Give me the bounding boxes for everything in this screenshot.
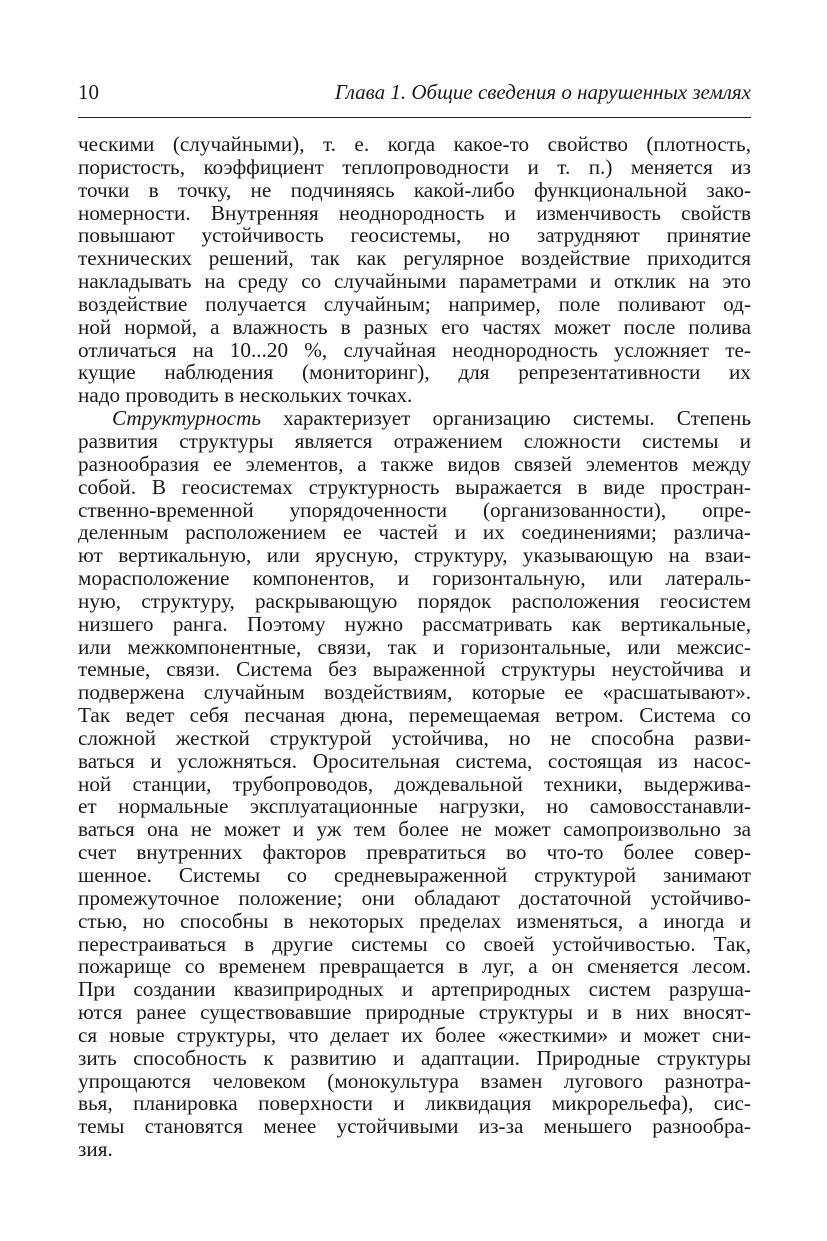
paragraph-line: воздействие получается случайным; например, поле поливают од-	[78, 291, 751, 316]
paragraph-line: деленным расположением ее частей и их соединениями; различа-	[78, 520, 751, 545]
paragraph-line: ваться она не может и уж тем более не может самопроизвольно за	[78, 817, 751, 842]
paragraph-line: ческими (случайными), т. е. когда какое-то свойство (плотность,	[78, 132, 751, 156]
paragraph-line: При создании квазиприродных и артеприродных систем разруша-	[78, 977, 751, 1002]
paragraph-line: ваться и усложняться. Оросительная система, состоящая из насос-	[78, 748, 751, 773]
paragraph-line: развития структуры является отражением сложности системы и	[78, 428, 751, 453]
paragraph-line: ют вертикальную, или ярусную, структуру, указывающую на взаи-	[78, 543, 751, 568]
paragraph-line: повышают устойчивость геосистемы, но затрудняют принятие	[78, 223, 751, 248]
body-text	[78, 133, 751, 1161]
paragraph-line: ся новые структуры, что делает их более «жесткими» и может сни-	[78, 1022, 751, 1047]
running-header	[78, 80, 751, 110]
paragraph-line: шенное. Системы со средневыраженной структурой занимают	[78, 863, 751, 887]
paragraph-line: или межкомпонентные, связи, так и горизонтальные, или межсис-	[78, 634, 751, 659]
paragraph-line: счет внутренних факторов превратиться во что-то более совер-	[78, 840, 751, 865]
paragraph-line: пожарище со временем превращается в луг, а он сменяется лесом.	[78, 954, 751, 979]
paragraph-line: темные, связи. Система без выраженной структуры неустойчива и	[78, 657, 751, 682]
paragraph-line: промежуточное положение; они обладают достаточной устойчиво-	[78, 885, 751, 910]
running-title: Глава 1. Общие сведения о нарушенных землях	[334, 80, 751, 104]
paragraph-line	[78, 407, 751, 430]
paragraph-line: собой. В геосистемах структурность выражается в виде простран-	[78, 474, 751, 499]
paragraph-line: темы становятся менее устойчивыми из-за меньшего разнообра-	[78, 1114, 751, 1139]
paragraph-line: низшего ранга. Поэтому нужно рассматривать как вертикальные,	[78, 611, 751, 636]
paragraph-line: надо проводить в нескольких точках.	[78, 383, 413, 408]
paragraph-line: зия.	[78, 1137, 113, 1162]
paragraph-line: перестраиваться в другие системы со своей устойчивостью. Так,	[78, 931, 751, 956]
paragraph-line: ной станции, трубопроводов, дождевальной техники, выдержива-	[78, 771, 751, 796]
paragraph-line: пористость, коэффициент теплопроводности и т. п.) меняется из	[78, 154, 751, 179]
paragraph-1	[78, 133, 751, 407]
paragraph-line: разнообразия ее элементов, а также видов связей элементов между	[78, 451, 751, 476]
paragraph-line: отличаться на 10...20 %, случайная неоднородность усложняет те-	[78, 337, 751, 362]
paragraph-line: морасположение компонентов, и горизонтальную, или латераль-	[78, 566, 751, 591]
paragraph-line: ственно-временной упорядоченности (организованности), опре-	[78, 497, 751, 522]
paragraph-line: зить способность к развитию и адаптации. Природные структуры	[78, 1045, 751, 1070]
paragraph-line: подвержена случайным воздействиям, которые ее «расшатывают».	[78, 680, 751, 705]
page-number: 10	[78, 80, 99, 104]
paragraph-line: ной нормой, а влажность в разных его частях может после полива	[78, 314, 751, 339]
paragraph-line: сложной жесткой структурой устойчива, но не способна разви-	[78, 725, 751, 750]
paragraph-line: технических решений, так как регулярное воздействие приходится	[78, 246, 751, 271]
paragraph-line: кущие наблюдения (мониторинг), для репрезентативности их	[78, 360, 751, 385]
paragraph-line: Так ведет себя песчаная дюна, перемещаемая ветром. Система со	[78, 703, 751, 728]
paragraph-2	[78, 407, 751, 1161]
paragraph-line: номерности. Внутренняя неоднородность и изменчивость свойств	[78, 200, 751, 225]
paragraph-line: точки в точку, не подчиняясь какой-либо функциональной зако-	[78, 177, 751, 202]
paragraph-line: ную, структуру, раскрывающую порядок расположения геосистем	[78, 588, 751, 613]
paragraph-line: ет нормальные эксплуатационные нагрузки, но самовосстанавли-	[78, 794, 751, 819]
line-text: характеризует организацию системы. Степень	[261, 406, 751, 431]
paragraph-line: стью, но способны в некоторых пределах изменяться, а иногда и	[78, 908, 751, 933]
paragraph-line: ются ранее существовавшие природные структуры и в них вносят-	[78, 1000, 751, 1025]
paragraph-line: упрощаются человеком (монокультура взамен лугового разнотра-	[78, 1068, 751, 1093]
paragraph-line: вья, планировка поверхности и ликвидация микрорельефа), сис-	[78, 1091, 751, 1116]
italic-term: Структурность	[112, 406, 262, 431]
header-rule	[78, 117, 751, 118]
paragraph-line: накладывать на среду со случайными параметрами и отклик на это	[78, 269, 751, 294]
